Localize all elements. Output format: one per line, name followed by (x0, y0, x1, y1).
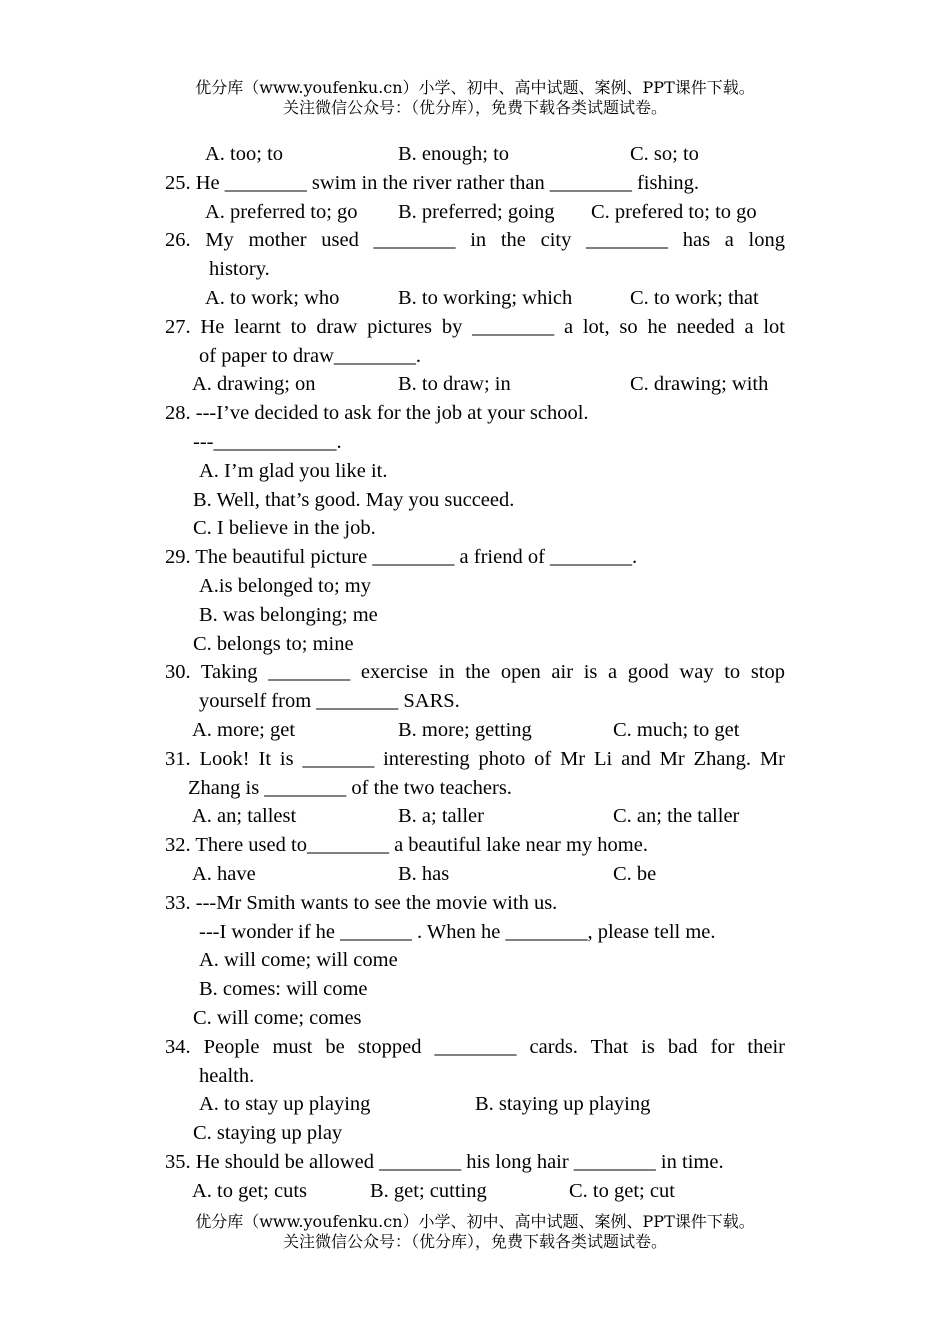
footer-line-1: 优分库（www.youfenku.cn）小学、初中、高中试题、案例、PPT课件下载。 (195, 1212, 755, 1231)
q33-option-b: B. comes: will come (199, 978, 368, 1001)
q24-option-b: B. enough; to (398, 143, 510, 165)
q27-option-b: B. to draw; in (398, 373, 511, 396)
q33-option-a: A. will come; will come (199, 949, 398, 972)
q31-stem-line-1: 31. Look! It is _______ interesting photo of Mr Li and Mr Zhang. Mr (165, 747, 785, 770)
page-header (0, 78, 950, 118)
q29-option-a: A.is belonged to; my (199, 574, 371, 597)
q35-options (165, 1177, 785, 1206)
q28-option-a: A. I’m glad you like it. (199, 459, 388, 482)
q32-stem: 32. There used to________ a beautiful lake near my home. (165, 834, 648, 857)
q30-stem-line-1: 30. Taking ________ exercise in the open air is a good way to stop (165, 661, 785, 684)
q30-option-c: C. much; to get (613, 718, 740, 741)
q27-stem-line-1: 27. He learnt to draw pictures by ________ a lot, so he needed a lot (165, 315, 785, 338)
q30-stem-line-2: yourself from ________ SARS. (199, 690, 460, 713)
q30-option-a: A. more; get (192, 718, 296, 741)
q35-option-a: A. to get; cuts (192, 1179, 308, 1202)
q32-option-b: B. has (398, 862, 450, 885)
q25-option-c: C. prefered to; to go (591, 200, 757, 223)
q29-stem: 29. The beautiful picture ________ a friend of ________. (165, 546, 638, 569)
q26-option-b: B. to working; which (398, 286, 573, 309)
q28-option-c: C. I believe in the job. (193, 517, 376, 540)
q31-options (165, 802, 785, 831)
q28-option-b: B. Well, that’s good. May you succeed. (193, 488, 515, 511)
q29-option-c: C. belongs to; mine (193, 632, 354, 655)
q33-stem-line-2: ---I wonder if he _______ . When he ________, please tell me. (199, 920, 716, 943)
q34-stem-line-1: 34. People must be stopped ________ cards. That is bad for their (165, 1035, 785, 1058)
q32-options (165, 860, 785, 889)
q30-options (165, 716, 785, 745)
q30-option-b: B. more; getting (398, 718, 532, 741)
q28-stem-line-2: ---____________. (193, 430, 342, 453)
q34-stem-line-2: health. (199, 1064, 255, 1087)
q34-option-b: B. staying up playing (475, 1093, 651, 1116)
q26-option-a: A. to work; who (205, 286, 340, 309)
q27-options (165, 370, 785, 399)
header-line-1: 优分库（www.youfenku.cn）小学、初中、高中试题、案例、PPT课件下载。 (195, 78, 755, 97)
q28-stem-line-1: 28. ---I’ve decided to ask for the job at your school. (165, 402, 589, 425)
q34-option-a: A. to stay up playing (199, 1093, 371, 1116)
q35-option-b: B. get; cutting (370, 1179, 487, 1202)
q31-option-c: C. an; the taller (613, 805, 740, 828)
q26-stem-line-2: history. (209, 258, 270, 281)
q35-option-c: C. to get; cut (569, 1179, 675, 1202)
q26-stem-line-1: 26. My mother used ________ in the city ________ has a long (165, 229, 785, 252)
page-footer (0, 1212, 950, 1252)
q24-option-a: A. too; to (205, 143, 284, 165)
q34-options-ab (165, 1090, 785, 1119)
q26-options (165, 284, 785, 313)
q27-option-a: A. drawing; on (192, 373, 316, 396)
q24-options (165, 140, 785, 169)
q29-option-b: B. was belonging; me (199, 603, 378, 626)
q33-stem-line-1: 33. ---Mr Smith wants to see the movie with us. (165, 891, 558, 914)
q34-option-c: C. staying up play (193, 1122, 343, 1145)
q25-option-b: B. preferred; going (398, 200, 555, 223)
q32-option-c: C. be (613, 862, 657, 885)
question-list (165, 140, 785, 1205)
q25-options (165, 198, 785, 227)
footer-line-2: 关注微信公众号：（优分库），免费下载各类试题试卷。 (282, 1232, 667, 1251)
q25-option-a: A. preferred to; go (205, 200, 358, 223)
q35-stem: 35. He should be allowed ________ his long hair ________ in time. (165, 1150, 724, 1173)
q31-option-a: A. an; tallest (192, 805, 297, 828)
header-line-2: 关注微信公众号：（优分库），免费下载各类试题试卷。 (282, 98, 667, 117)
q27-option-c: C. drawing; with (630, 373, 769, 396)
q25-stem: 25. He ________ swim in the river rather than ________ fishing. (165, 171, 700, 194)
q32-option-a: A. have (192, 862, 256, 885)
q26-option-c: C. to work; that (630, 286, 759, 309)
q31-stem-line-2: Zhang is ________ of the two teachers. (188, 776, 512, 799)
q24-option-c: C. so; to (630, 143, 699, 165)
q31-option-b: B. a; taller (398, 805, 484, 828)
q27-stem-line-2: of paper to draw________. (199, 344, 422, 367)
q33-option-c: C. will come; comes (193, 1006, 362, 1029)
